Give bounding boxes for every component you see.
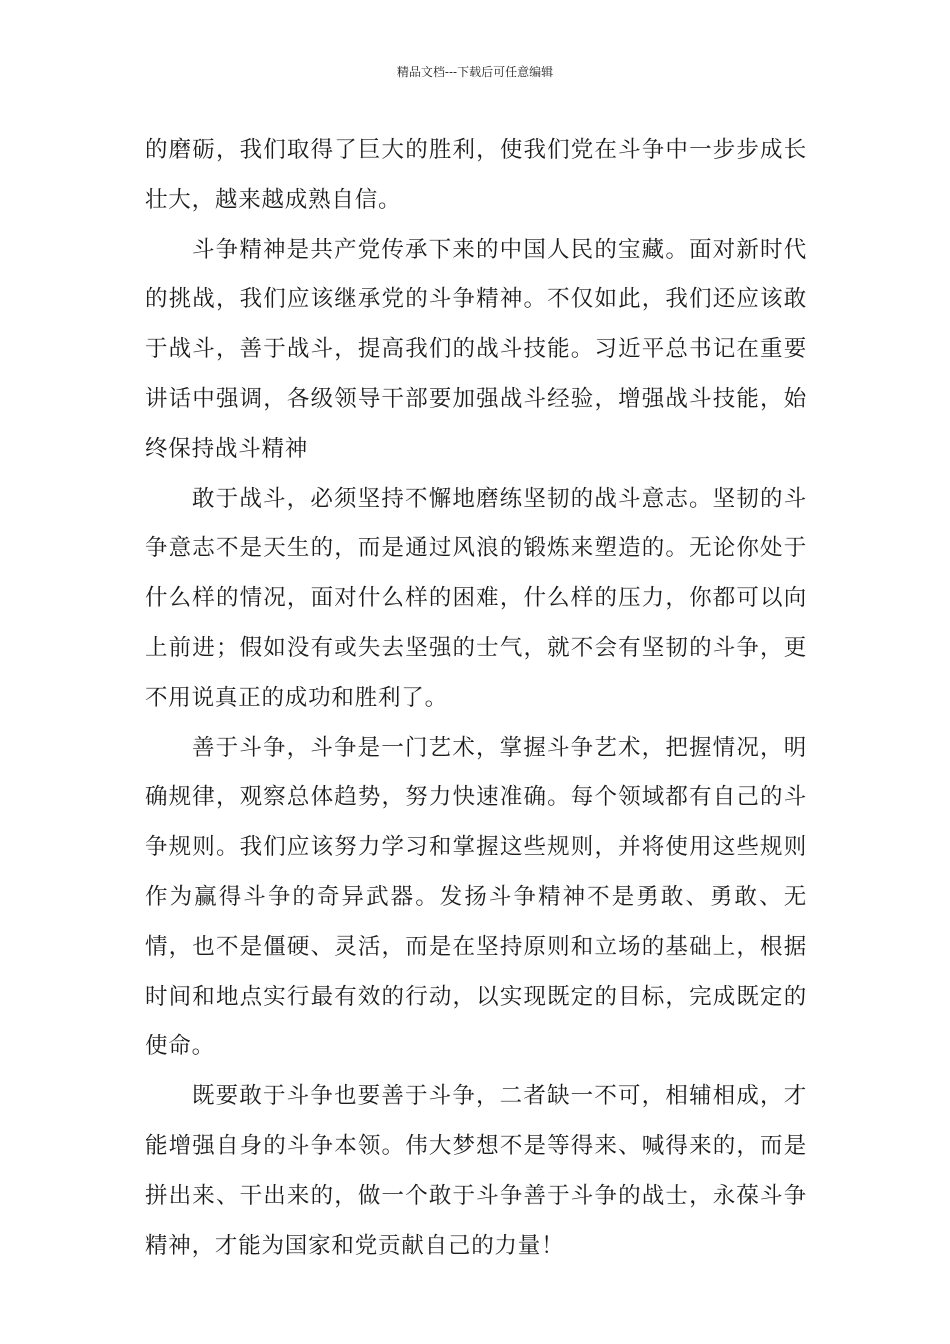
page-header: 精品文档---下载后可任意编辑	[396, 65, 554, 79]
paragraph-dare-to-fight: 敢于战斗，必须坚持不懈地磨练坚韧的战斗意志。坚韧的斗争意志不是天生的，而是通过风浪的锻炼来塑造的。无论你处于什么样的情况，面对什么样的困难，什么样的压力，你都可以向上前进；假如没有或失去坚强的士气，就不会有坚韧的斗争，更不用说真正的成功和胜利了。	[145, 485, 807, 711]
paragraph-struggle-spirit: 斗争精神是共产党传承下来的中国人民的宝藏。面对新时代的挑战，我们应该继承党的斗争精神。不仅如此，我们还应该敢于战斗，善于战斗，提高我们的战斗技能。习近平总书记在重要讲话中强调，各级领导干部要加强战斗经验，增强战斗技能，始终保持战斗精神	[145, 236, 807, 462]
document-body	[145, 126, 807, 1271]
paragraph-continuation: 的磨砺，我们取得了巨大的胜利，使我们党在斗争中一步步成长壮大，越来越成熟自信。	[145, 137, 807, 213]
paragraph-conclusion: 既要敢于斗争也要善于斗争，二者缺一不可，相辅相成，才能增强自身的斗争本领。伟大梦想不是等得来、喊得来的，而是拼出来、干出来的，做一个敢于斗争善于斗争的战士，永葆斗争精神，才能为国家和党贡献自己的力量！	[145, 1083, 807, 1259]
paragraph-good-at-fighting: 善于斗争，斗争是一门艺术，掌握斗争艺术，把握情况，明确规律，观察总体趋势，努力快速准确。每个领域都有自己的斗争规则。我们应该努力学习和掌握这些规则，并将使用这些规则作为赢得斗争的奇异武器。发扬斗争精神不是勇敢、勇敢、无情，也不是僵硬、灵活，而是在坚持原则和立场的基础上，根据时间和地点实行最有效的行动，以实现既定的目标，完成既定的使命。	[145, 734, 807, 1060]
